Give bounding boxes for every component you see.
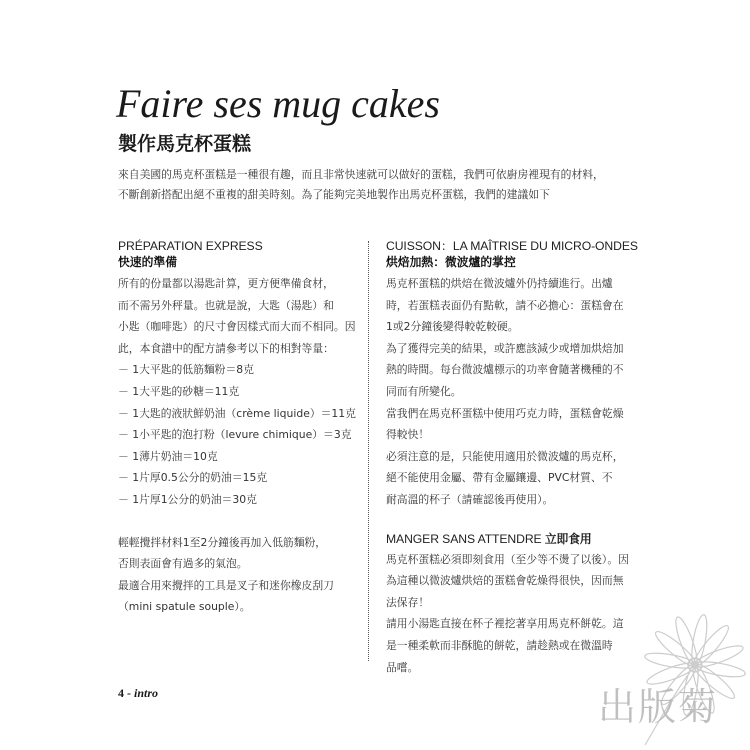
section-text xyxy=(118,532,350,618)
text-line: 否則表面會有過多的氣泡。 xyxy=(118,557,248,571)
section-text xyxy=(386,273,634,511)
text-line: 為了獲得完美的結果，或許應該減少或增加烘焙加 xyxy=(386,341,624,355)
text-line: 最適合用來攪拌的工具是叉子和迷你橡皮刮刀 xyxy=(118,578,334,592)
text-line: 絕不能使用金屬、帶有金屬鑲邊、PVC材質、不 xyxy=(386,471,613,485)
text-line: 品嚐。 xyxy=(386,660,419,674)
text-line: 法保存！ xyxy=(386,595,430,609)
text-line: 同而有所變化。 xyxy=(386,384,462,398)
text-line: 必須注意的是，只能使用適用於微波爐的馬克杯， xyxy=(386,449,624,463)
section-heading-french: MANGER SANS ATTENDRE xyxy=(386,531,545,546)
list-item: － 1大平匙的砂糖＝11克 xyxy=(118,384,240,398)
intro-line: 不斷創新搭配出絕不重複的甜美時刻。為了能夠完美地製作出馬克杯蛋糕，我們的建議如下 xyxy=(118,188,550,201)
intro-line: 來自美國的馬克杯蛋糕是一種很有趣，而且非常快速就可以做好的蛋糕，我們可依廚房裡現有的材料， xyxy=(118,168,604,181)
text-line: 是一種柔軟而非酥脆的餅乾，請趁熱或在微溫時 xyxy=(386,638,613,652)
spacer xyxy=(118,511,350,532)
list-item: － 1大匙的液狀鮮奶油（crème liquide）＝11克 xyxy=(118,406,356,420)
list-item: － 1片厚0.5公分的奶油＝15克 xyxy=(118,471,268,485)
text-line: 得較快！ xyxy=(386,428,430,442)
column-divider xyxy=(368,241,369,661)
text-line: 馬克杯蛋糕必須即刻食用（至少等不燙了以後）。因 xyxy=(386,552,629,566)
publisher-watermark: 出版菊 xyxy=(598,685,719,729)
section-heading-french: PRÉPARATION EXPRESS xyxy=(118,239,263,253)
text-line: 小匙（咖啡匙）的尺寸會因樣式而大而不相同。因 xyxy=(118,320,356,334)
section-text xyxy=(118,273,356,359)
text-line: 熱的時間。每台微波爐標示的功率會隨著機種的不 xyxy=(386,363,624,377)
list-item: － 1片厚1公分的奶油＝30克 xyxy=(118,492,257,506)
text-line: 時，若蛋糕表面仍有點軟，請不必擔心：蛋糕會在 xyxy=(386,298,624,312)
text-line: 請用小湯匙直接在杯子裡挖著享用馬克杯餅乾。這 xyxy=(386,617,624,631)
text-line: 輕輕攪拌材料1至2分鐘後再加入低筋麵粉， xyxy=(118,535,327,549)
page-footer xyxy=(118,686,158,701)
section-name: intro xyxy=(134,686,159,700)
page-title: Faire ses mug cakes xyxy=(116,81,440,126)
page-number: 4 xyxy=(118,686,124,700)
footer-separator: - xyxy=(124,686,134,700)
section-heading-chinese: 烘焙加熱：微波爐的掌控 xyxy=(386,255,516,269)
section-heading-chinese: 快速的準備 xyxy=(118,255,177,269)
text-line: 當我們在馬克杯蛋糕中使用巧克力時，蛋糕會乾燥 xyxy=(386,406,624,420)
page-subtitle: 製作馬克杯蛋糕 xyxy=(118,133,252,155)
text-line: 1或2分鐘後變得較乾較硬。 xyxy=(386,320,519,334)
list-item: － 1小平匙的泡打粉（levure chimique）＝3克 xyxy=(118,428,352,442)
text-line: 此，本食譜中的配方請參考以下的相對等量： xyxy=(118,341,334,355)
left-column xyxy=(118,239,356,618)
intro-paragraph xyxy=(118,165,638,205)
section-heading xyxy=(386,532,634,547)
text-line: 耐高溫的杯子（請確認後再使用）。 xyxy=(386,492,554,506)
section-heading-chinese: 立即食用 xyxy=(544,531,592,546)
text-line: 為這種以微波爐烘焙的蛋糕會乾燥得很快，因而無 xyxy=(386,574,624,588)
text-line: 而不需另外秤量。也就是說，大匙（湯匙）和 xyxy=(118,298,334,312)
text-line: 所有的份量都以湯匙計算，更方便準備食材， xyxy=(118,277,334,290)
text-line: （mini spatule souple）。 xyxy=(118,600,251,614)
list-item: － 1大平匙的低筋麵粉＝8克 xyxy=(118,363,254,377)
spacer xyxy=(386,511,634,532)
section-heading-french: CUISSON：LA MAÎTRISE DU MICRO-ONDES xyxy=(386,239,638,253)
list-item: － 1薄片奶油＝10克 xyxy=(118,449,218,463)
measurement-list xyxy=(118,359,356,510)
text-line: 馬克杯蛋糕的烘焙在微波爐外仍持續進行。出爐 xyxy=(386,277,613,290)
